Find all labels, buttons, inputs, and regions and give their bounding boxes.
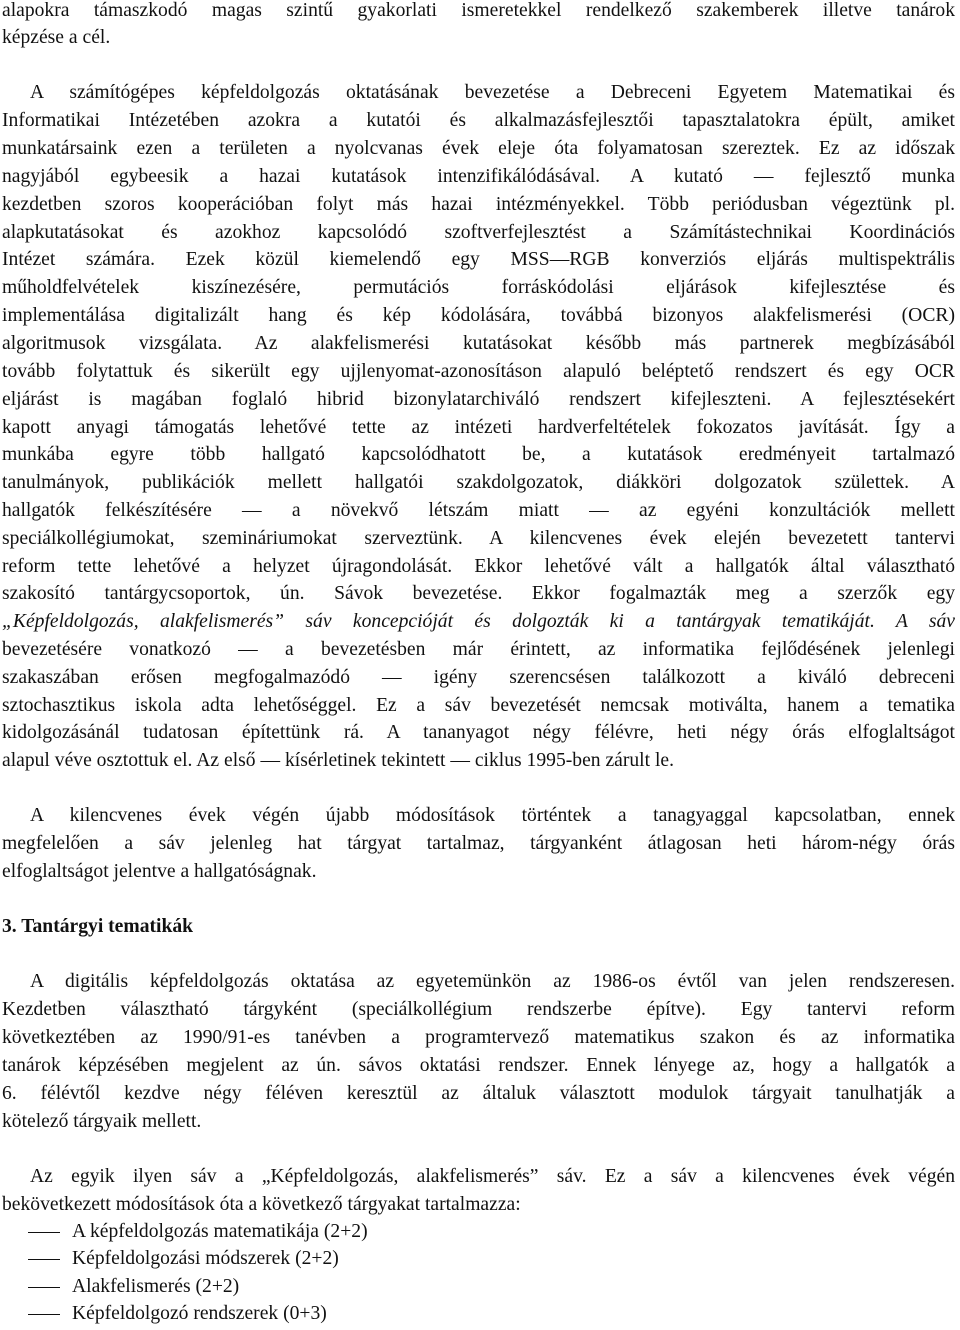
text-line: Kezdetben választható tárgyként (speciálkollégium rendszerbe építve). Egy tantervi reform bbox=[2, 999, 955, 1020]
text-line: bekövetkezett módosítások óta a következő tárgyakat tartalmazza: bbox=[2, 1194, 521, 1215]
dash-bullet-icon bbox=[28, 1259, 60, 1260]
list-item-label: A képfeldolgozás matematikája (2+2) bbox=[72, 1221, 368, 1242]
list-item bbox=[28, 1245, 339, 1273]
text-line: implementálása digitalizált hang és kép kódolására, továbbá bizonyos alakfelismerési (OCR) bbox=[2, 305, 955, 326]
text-line: műholdfelvételek kiszínezésére, permutációs forráskódolási eljárások kifejlesztése és bbox=[2, 277, 955, 298]
text-line: alapul véve osztottuk el. Az első — kísérletinek tekintett — ciklus 1995-ben zárult le. bbox=[2, 750, 674, 771]
text-line: A kilencvenes évek végén újabb módosítások történtek a tanagyaggal kapcsolatban, ennek bbox=[30, 805, 955, 826]
list-item-label: Alakfelismerés (2+2) bbox=[72, 1276, 240, 1297]
text-line: következtében az 1990/91-es tanévben a programtervező matematikus szakon és az informatika bbox=[2, 1027, 955, 1048]
text-line: képzése a cél. bbox=[2, 27, 111, 48]
list-item bbox=[28, 1300, 327, 1328]
text-line italic-quote-line bbox=[2, 608, 955, 636]
text-line: A számítógépes képfeldolgozás oktatásának bevezetése a Debreceni Egyetem Matematikai és bbox=[30, 82, 955, 103]
text-line: Az egyik ilyen sáv a „Képfeldolgozás, alakfelismerés” sáv. Ez a sáv a kilencvenes évek végén bbox=[30, 1166, 955, 1187]
text-line: tanárok képzésében megjelent az ún. sávos oktatási rendszer. Ennek lényege az, hogy a hallgatók a bbox=[2, 1055, 955, 1076]
text-line: munkatársaink ezen a területen a nyolcvanas évek eleje óta folyamatosan szereztek. Ez az időszak bbox=[2, 138, 955, 159]
italic-title: „Képfeldolgozás, alakfelismerés” sáv koncepcióját és dolgozták ki a tantárgyak tematikáját. A sáv bbox=[2, 611, 955, 632]
text-line: tovább folytattuk és sikerült egy ujjlenyomat-azonosításon alapuló beléptető rendszert és egy OCR bbox=[2, 361, 955, 382]
dash-bullet-icon bbox=[28, 1287, 60, 1288]
text-line: tanulmányok, publikációk mellett hallgatói szakdolgozatok, diákköri dolgozatok születtek. A bbox=[2, 472, 955, 493]
text-line: alapkutatásokat és azokhoz kapcsolódó szoftverfejlesztést a Számítástechnikai Koordinációs bbox=[2, 222, 955, 243]
text-line: speciálkollégiumokat, szemináriumokat szerveztünk. A kilencvenes évek elején bevezetett tantervi bbox=[2, 528, 955, 549]
dash-bullet-icon bbox=[28, 1232, 60, 1233]
text-line: A digitális képfeldolgozás oktatása az egyetemünkön az 1986-os évtől van jelen rendszeresen. bbox=[30, 971, 955, 992]
text-line: kezdetben szoros kooperációban folyt más hazai intézményekkel. Több periódusban végeztünk pl. bbox=[2, 194, 955, 215]
text-line: elfoglaltságot jelentve a hallgatóságnak. bbox=[2, 861, 317, 882]
text-line: Intézet számára. Ezek közül kiemelendő egy MSS—RGB konverziós eljárás multispektrális bbox=[2, 249, 955, 270]
text-line: megfelelően a sáv jelenleg hat tárgyat tartalmaz, tárgyanként átlagosan heti három-négy órás bbox=[2, 833, 955, 854]
text-line: kapott anyagi támogatás lehetővé tette az intézeti hardverfeltételek fokozatos javítását. Így a bbox=[2, 417, 955, 438]
text-line: sztochasztikus iskola adta lehetőséggel. Ez a sáv bevezetését nemcsak motiválta, hanem a tematika bbox=[2, 695, 955, 716]
text-line: szakaszában erősen megfogalmazódó — igény szerencsésen találkozott a kiváló debreceni bbox=[2, 667, 955, 688]
text-line: kidolgozásánál tudatosan építettünk rá. A tananyagot négy félévre, heti négy órás elfoglaltságot bbox=[2, 722, 955, 743]
text-line: nagyjából egybeesik a hazai kutatások intenzifikálódásával. A kutató — fejlesztő munka bbox=[2, 166, 955, 187]
text-line: algoritmusok vizsgálata. Az alakfelismerési kutatásokat később más partnerek megbízásából bbox=[2, 333, 955, 354]
text-line: eljárást is magában foglaló hibrid bizonylatarchiváló rendszert kifejleszteni. A fejlesztésekért bbox=[2, 389, 955, 410]
text-line: hallgatók felkészítésére — a növekvő létszám miatt — az egyéni konzultációk mellett bbox=[2, 500, 955, 521]
text-line: alapokra támaszkodó magas szintű gyakorlati ismeretekkel rendelkező szakemberek illetve tanárok bbox=[2, 0, 955, 21]
text-line: szakosító tantárgycsoportok, ún. Sávok bevezetése. Ekkor fogalmazták meg a szerzők egy bbox=[2, 583, 955, 604]
text-line: reform tette lehetővé a helyzet újragondolását. Ekkor lehetővé vált a hallgatók által választható bbox=[2, 556, 955, 577]
text-line: bevezetésére vonatkozó — a bevezetésben már érintett, az informatika fejlődésének jelenlegi bbox=[2, 639, 955, 660]
text-line: Informatikai Intézetében azokra a kutatói és alkalmazásfejlesztői tapasztalatokra épült, amiket bbox=[2, 110, 955, 131]
list-item bbox=[28, 1218, 368, 1246]
text-line: kötelező tárgyaik mellett. bbox=[2, 1111, 202, 1132]
dash-bullet-icon bbox=[28, 1314, 60, 1315]
section-heading: 3. Tantárgyi tematikák bbox=[2, 916, 194, 937]
list-item-label: Képfeldolgozási módszerek (2+2) bbox=[72, 1248, 339, 1269]
text-line: 6. félévtől kezdve négy féléven keresztül az általuk választott modulok tárgyait tanulhatják a bbox=[2, 1083, 955, 1104]
list-item bbox=[28, 1273, 239, 1301]
text-line: munkába egyre több hallgató kapcsolódhatott be, a kutatások eredményeit tartalmazó bbox=[2, 444, 955, 465]
list-item-label: Képfeldolgozó rendszerek (0+3) bbox=[72, 1303, 327, 1324]
